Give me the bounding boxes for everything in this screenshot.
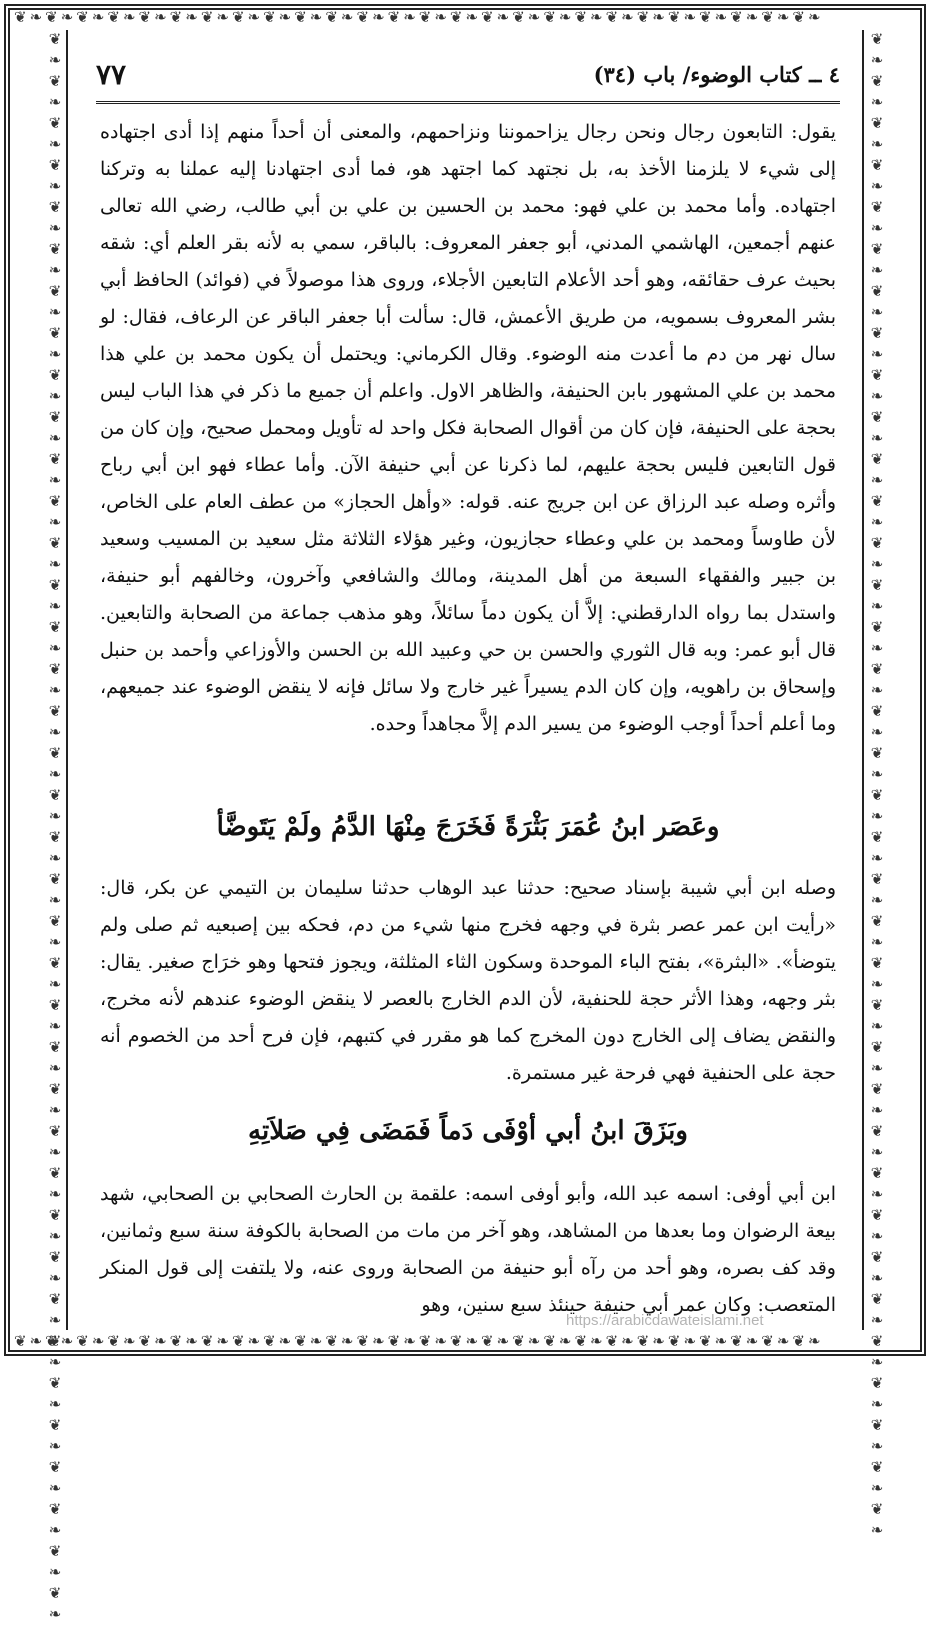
paragraph: يقول: التابعون رجال ونحن رجال يزاحموننا ونزاحمهم، والمعنى أن أحداً منهم إذا أدى اجتهاده إلى شيء لا يلزمنا الأخذ به، بل نجتهد كما اجتهد هو، فما أدى اجتهادنا إليه عملنا به وتركنا اجتهاده. وأما محمد بن علي فهو: محمد بن الحسين بن علي بن أبي طالب، رضي الله تعالى عنهم أجمعين، الهاشمي المدني، أبو جعفر المعروف: بالباقر، سمي به لأنه بقر العلم أي: شقه بحيث عرف حقائقه، وهو أحد الأعلام التابعين الأجلاء، وروى هذا موصولاً في (فوائد) الحافظ أبي بشر المعروف بسمويه، من طريق الأعمش، قال: سألت أبا جعفر الباقر عن الرعاف، فقال: لو سال نهر من دم ما أعدت منه الوضوء. وقال الكرماني: ويحتمل أن يكون محمد بن علي هذا محمد بن علي المشهور بابن الحنيفة، والظاهر الاول. واعلم أن جميع ما ذكر في هذا الباب ليس بحجة على الحنيفة، فإن كان من أقوال الصحابة فكل واحد له تأويل ومحمل صحيح، وإن كان من قول التابعين فليس بحجة عليهم، لما ذكرنا عن أبي حنيفة الآن. وأما عطاء فهو ابن أبي رباح وأثره وصله عبد الرزاق عن ابن جريج عنه. قوله: «وأهل الحجاز» من عطف العام على الخاص، لأن طاوساً ومحمد بن علي وعطاء حجازيون، وغير هؤلاء الثلاثة مثل سعيد بن المسيب وسعيد بن جبير والفقهاء السبعة من أهل المدينة، ومالك والشافعي وآخرون، وخالفهم أبو حنيفة، واستدل بما رواه الدارقطني: إلاَّ أن يكون دماً سائلاً، وهو مذهب جماعة من الصحابة والتابعين. قال أبو عمر: وبه قال الثوري والحسن بن حي وعبيد الله بن الحسن والأوزاعي وأحمد بن حنبل وإسحاق بن راهويه، وإن كان الدم يسيراً غير خارج ولا سائل فإنه لا ينقض الوضوء عند جميعهم، وما أعلم أحداً أوجب الوضوء من يسير الدم إلاَّ مجاهداً وحده. xyxy=(100,121,836,735)
watermark-url: https://arabicdawateislami.net xyxy=(566,1312,764,1329)
decorative-border-bottom: ❦❧❦❧❦❧❦❧❦❧❦❧❦❧❦❧❦❧❦❧❦❧❦❧❦❧❦❧❦❧❦❧❦❧❦❧❦❧❦❧❦❧❦❧❦❧❦❧❦❧❦❧ xyxy=(14,1332,824,1350)
page-number: ٧٧ xyxy=(96,58,127,91)
commentary-block-1 xyxy=(100,114,836,778)
decorative-border-left: ❦❧❦❧❦❧❦❧❦❧❦❧❦❧❦❧❦❧❦❧❦❧❦❧❦❧❦❧❦❧❦❧❦❧❦❧❦❧❦❧❦❧❦❧❦❧❦❧❦❧❦❧❦❧❦❧❦❧❦❧❦❧❦❧❦❧❦❧❦❧❦❧❦❧❦❧ xyxy=(46,30,64,1626)
paragraph: وصله ابن أبي شيبة بإسناد صحيح: حدثنا عبد الوهاب حدثنا سليمان بن التيمي عن بكر، قال: «رأيت ابن عمر عصر بثرة في وجهه فخرج منها شيء من دم، فحكه بين إصبعيه ثم صلى ولم يتوضأ». «البثرة»، بفتح الباء الموحدة وسكون الثاء المثلثة، ويجوز فتحها وهو خرَاج صغير. يقال: بثر وجهه، وهذا الأثر حجة للحنفية، لأن الدم الخارج بالعصر لا ينقض الوضوء عندهم لأنه مخرج، والنقض يضاف إلى الخارج دون المخرج كما هو مقرر في كتبهم، فإن فرح أحد من الخصوم أنه حجة على الحنفية فهي فرحة غير مستمرة. xyxy=(100,877,836,1084)
hadith-heading-2: وبَزَقَ ابنُ أبي أوْفَى دَماً فَمَضَى فِي صَلاَتِهِ xyxy=(248,1116,688,1146)
commentary-block-3 xyxy=(100,1176,836,1326)
running-title: ٤ ــ كتاب الوضوء/ باب (٣٤) xyxy=(593,62,840,87)
paragraph: ابن أبي أوفى: اسمه عبد الله، وأبو أوفى اسمه: علقمة بن الحارث الصحابي بن الصحابي، شهد بيعة الرضوان وما بعدها من المشاهد، وهو آخر من مات من الصحابة بالكوفة سنة سبع وثمانين، وقد كف بصره، وهو أحد من رآه أبو حنيفة من الصحابة وروى عنه، ولا يلتفت إلى قول المنكر المتعصب: وكان عمر أبي حنيفة حينئذ سبع سنين، وهو xyxy=(100,1183,836,1316)
page-header xyxy=(96,58,840,104)
commentary-block-2 xyxy=(100,870,836,1090)
decorative-border-right: ❦❧❦❧❦❧❦❧❦❧❦❧❦❧❦❧❦❧❦❧❦❧❦❧❦❧❦❧❦❧❦❧❦❧❦❧❦❧❦❧❦❧❦❧❦❧❦❧❦❧❦❧❦❧❦❧❦❧❦❧❦❧❦❧❦❧❦❧❦❧❦❧ xyxy=(868,30,886,1542)
decorative-border-top: ❦❧❦❧❦❧❦❧❦❧❦❧❦❧❦❧❦❧❦❧❦❧❦❧❦❧❦❧❦❧❦❧❦❧❦❧❦❧❦❧❦❧❦❧❦❧❦❧❦❧❦❧ xyxy=(14,8,824,26)
hadith-heading-1: وعَصَر ابنُ عُمَرَ بَثْرَةً فَخَرَجَ مِنْهَا الدَّمُ ولَمْ يَتَوضَّأ xyxy=(216,812,720,842)
